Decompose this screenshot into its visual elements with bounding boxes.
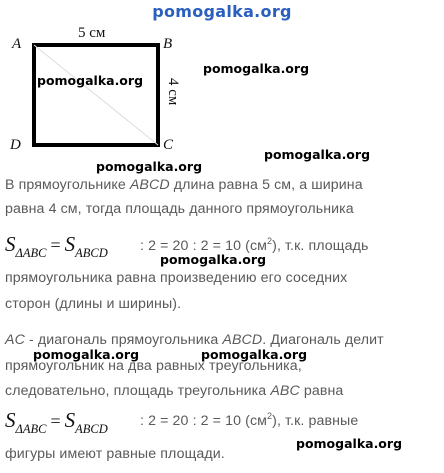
text: - диагональ прямоугольника bbox=[24, 332, 223, 348]
text: . Диагональ делит bbox=[262, 332, 384, 348]
paragraph-3-line-2: прямоугольник на два равных треугольника, bbox=[5, 358, 302, 374]
formula-subscript: ABCD bbox=[75, 246, 108, 260]
diagonal-ac bbox=[34, 45, 158, 145]
vertex-d: D bbox=[10, 137, 21, 153]
watermark-6: pomogalka.org bbox=[33, 347, 140, 362]
formula-s-symbol: S bbox=[5, 232, 16, 256]
formula-s-symbol: S bbox=[5, 408, 16, 432]
formula-s-symbol: S bbox=[64, 408, 76, 432]
formula-s-symbol: S bbox=[64, 232, 76, 256]
formula-1-tail bbox=[140, 238, 368, 254]
formula-equals: = bbox=[50, 411, 61, 431]
formula-2 bbox=[5, 408, 108, 436]
watermark-5: pomogalka.org bbox=[160, 252, 267, 267]
superscript: 2 bbox=[267, 236, 273, 246]
paragraph-2-line-1: прямоугольника равна произведению его соседних bbox=[5, 270, 348, 286]
text: : 2 = 20 : 2 = 10 (см bbox=[140, 413, 268, 429]
paragraph-2-line-2: сторон (длины и ширины). bbox=[5, 296, 182, 312]
rectangle-figure bbox=[0, 0, 444, 180]
superscript: 2 bbox=[267, 411, 273, 421]
paragraph-3-line-3 bbox=[5, 383, 343, 399]
text-italic: ABC bbox=[270, 383, 300, 399]
text-italic: AC bbox=[5, 332, 25, 348]
text: равна bbox=[299, 383, 344, 399]
watermark-8: pomogalka.org bbox=[296, 436, 403, 451]
text: В прямоугольнике bbox=[5, 177, 130, 193]
formula-2-tail bbox=[140, 413, 358, 429]
paragraph-4-line-1: фигуры имеют равные площади. bbox=[5, 446, 225, 462]
right-side-label: 4 см bbox=[165, 78, 181, 106]
text: ), т.к. равные bbox=[272, 413, 359, 429]
vertex-b: B bbox=[163, 36, 173, 52]
site-title[interactable]: pomogalka.org bbox=[152, 2, 292, 21]
watermark-1: pomogalka.org bbox=[37, 73, 144, 88]
paragraph-1-line-2: равна 4 см, тогда площадь данного прямоугольника bbox=[5, 201, 354, 217]
formula-equals: = bbox=[50, 235, 61, 255]
watermark-3: pomogalka.org bbox=[96, 159, 203, 174]
top-side-label: 5 см bbox=[78, 25, 106, 41]
vertex-a: A bbox=[12, 36, 22, 52]
text: следовательно, площадь треугольника bbox=[5, 383, 271, 399]
vertex-c: C bbox=[163, 137, 174, 153]
formula-1 bbox=[5, 232, 108, 260]
text: ), т.к. площадь bbox=[272, 238, 369, 254]
formula-subscript: ΔABC bbox=[15, 422, 47, 436]
text: : 2 = 20 : 2 = 10 (см bbox=[140, 238, 268, 254]
text-italic: ABCD bbox=[222, 332, 263, 348]
text: длина равна 5 см, а ширина bbox=[169, 177, 363, 193]
watermark-4: pomogalka.org bbox=[264, 147, 371, 162]
formula-subscript: ABCD bbox=[75, 422, 108, 436]
watermark-7: pomogalka.org bbox=[201, 347, 308, 362]
paragraph-1-line-1 bbox=[5, 177, 363, 193]
watermark-2: pomogalka.org bbox=[203, 61, 310, 76]
paragraph-3-line-1 bbox=[5, 332, 384, 348]
text-italic: ABCD bbox=[129, 177, 170, 193]
formula-subscript: ΔABC bbox=[15, 246, 47, 260]
